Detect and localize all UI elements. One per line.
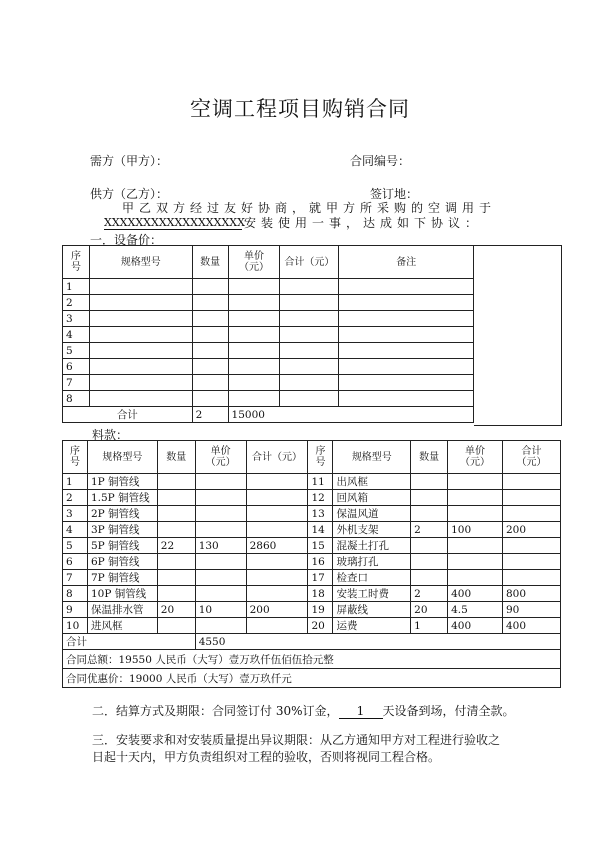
materials-left-qty <box>157 570 195 586</box>
col-unit-price: 单价 （元） <box>228 246 280 279</box>
materials-right-qty: 20 <box>411 602 448 618</box>
materials-left-seq: 8 <box>63 586 88 602</box>
discount-price: 合同优惠价：19000 人民币（大写）壹万玖仟元 <box>63 669 561 688</box>
equipment-row <box>63 279 474 295</box>
materials-right-total <box>503 538 561 554</box>
equipment-row <box>63 391 474 407</box>
materials-right-seq: 13 <box>308 506 333 522</box>
clause-2-text: 二．结算方式及期限：合同签订付 30%订金， <box>92 704 339 718</box>
materials-right-seq: 20 <box>308 618 333 634</box>
materials-right-price <box>448 474 503 490</box>
mat-col-qty: 数量 <box>157 441 195 474</box>
equipment-row <box>63 327 474 343</box>
materials-left-total <box>246 522 308 538</box>
materials-left-qty <box>157 554 195 570</box>
buyer-label: 需方（甲方）： <box>90 154 169 168</box>
materials-right-qty <box>411 554 448 570</box>
equipment-cell <box>228 311 280 327</box>
col-seq: 序号 <box>63 246 90 279</box>
materials-row <box>63 522 561 538</box>
clause-2 <box>92 702 515 719</box>
materials-right-price <box>448 570 503 586</box>
materials-left-total <box>246 490 308 506</box>
equipment-cell <box>89 311 192 327</box>
materials-right-qty <box>411 490 448 506</box>
materials-row <box>63 554 561 570</box>
equipment-cell <box>280 375 339 391</box>
contract-no-label: 合同编号： <box>350 154 411 168</box>
materials-right-name: 外机支架 <box>333 522 411 538</box>
materials-total-label: 合计 <box>63 634 196 650</box>
materials-left-price <box>195 506 246 522</box>
equipment-cell <box>280 343 339 359</box>
materials-right-total: 800 <box>503 586 561 602</box>
mat-col-seq-right: 序号 <box>308 441 333 474</box>
equipment-cell <box>192 311 228 327</box>
clause-2-days: 1 <box>339 704 383 719</box>
intro-project: XXXXXXXXXXXXXXXXXX <box>104 216 245 229</box>
materials-left-name: 1P 铜管线 <box>87 474 157 490</box>
equipment-table <box>62 245 474 423</box>
materials-left-name: 3P 铜管线 <box>87 522 157 538</box>
equipment-row <box>63 359 474 375</box>
equipment-cell <box>228 343 280 359</box>
materials-right-name: 运费 <box>333 618 411 634</box>
mat-col-total: 合计（元） <box>246 441 308 474</box>
materials-right-qty: 2 <box>411 522 448 538</box>
equipment-section-title: 一．设备价： <box>90 233 163 247</box>
equipment-cell <box>192 391 228 407</box>
equipment-cell <box>339 359 474 375</box>
equipment-cell <box>339 343 474 359</box>
equipment-side-block <box>474 245 562 426</box>
equipment-cell <box>280 327 339 343</box>
materials-right-price <box>448 538 503 554</box>
equipment-cell <box>192 327 228 343</box>
equipment-cell <box>192 375 228 391</box>
mat-col-unit-price: 单价 （元） <box>195 441 246 474</box>
materials-total-amount: 4550 <box>195 634 560 650</box>
materials-section-title: 料款： <box>92 428 129 442</box>
materials-left-qty <box>157 490 195 506</box>
materials-right-name: 出风框 <box>333 474 411 490</box>
equipment-cell <box>339 391 474 407</box>
materials-left-name: 5P 铜管线 <box>87 538 157 554</box>
mat-col-total-right: 合计 （元） <box>503 441 561 474</box>
mat-col-unit-price-right: 单价 （元） <box>448 441 503 474</box>
materials-left-total: 200 <box>246 602 308 618</box>
materials-left-total <box>246 554 308 570</box>
materials-row <box>63 490 561 506</box>
mat-col-model-right: 规格型号 <box>333 441 411 474</box>
materials-right-price <box>448 490 503 506</box>
equipment-row-seq: 2 <box>63 295 90 311</box>
materials-left-qty <box>157 474 195 490</box>
materials-left-price: 10 <box>195 602 246 618</box>
materials-table <box>62 440 561 688</box>
materials-right-name: 屏蔽线 <box>333 602 411 618</box>
equipment-row-seq: 3 <box>63 311 90 327</box>
equipment-cell <box>280 279 339 295</box>
materials-right-total: 200 <box>503 522 561 538</box>
materials-right-name: 安装工时费 <box>333 586 411 602</box>
materials-right-price: 100 <box>448 522 503 538</box>
equipment-row <box>63 295 474 311</box>
equipment-cell <box>228 391 280 407</box>
materials-left-qty <box>157 522 195 538</box>
materials-left-price <box>195 586 246 602</box>
equipment-cell <box>192 279 228 295</box>
materials-right-qty: 1 <box>411 618 448 634</box>
equipment-row <box>63 375 474 391</box>
equipment-cell <box>89 343 192 359</box>
materials-left-qty <box>157 618 195 634</box>
materials-right-total: 400 <box>503 618 561 634</box>
materials-left-price <box>195 474 246 490</box>
materials-left-total <box>246 474 308 490</box>
materials-right-seq: 18 <box>308 586 333 602</box>
materials-left-seq: 4 <box>63 522 88 538</box>
materials-left-name: 2P 铜管线 <box>87 506 157 522</box>
materials-left-price <box>195 554 246 570</box>
equipment-cell <box>89 279 192 295</box>
materials-left-price <box>195 490 246 506</box>
materials-right-name: 检查口 <box>333 570 411 586</box>
materials-right-seq: 15 <box>308 538 333 554</box>
materials-left-total: 2860 <box>246 538 308 554</box>
materials-left-price: 130 <box>195 538 246 554</box>
materials-right-seq: 11 <box>308 474 333 490</box>
equipment-cell <box>280 391 339 407</box>
materials-row <box>63 586 561 602</box>
materials-right-qty <box>411 538 448 554</box>
materials-right-seq: 12 <box>308 490 333 506</box>
equipment-cell <box>228 295 280 311</box>
equipment-total-label: 合计 <box>63 407 193 423</box>
materials-right-price <box>448 554 503 570</box>
materials-left-total <box>246 618 308 634</box>
mat-col-model: 规格型号 <box>87 441 157 474</box>
equipment-cell <box>89 295 192 311</box>
equipment-total-qty: 2 <box>192 407 228 423</box>
materials-left-seq: 7 <box>63 570 88 586</box>
equipment-cell <box>280 295 339 311</box>
clause-2-text-end: 天设备到场，付清全款。 <box>382 704 515 718</box>
equipment-cell <box>280 359 339 375</box>
materials-right-price: 400 <box>448 618 503 634</box>
materials-right-name: 保温风道 <box>333 506 411 522</box>
equipment-cell <box>339 311 474 327</box>
materials-right-qty <box>411 474 448 490</box>
materials-right-price: 4.5 <box>448 602 503 618</box>
materials-left-seq: 1 <box>63 474 88 490</box>
materials-row <box>63 538 561 554</box>
equipment-total-amount: 15000 <box>228 407 473 423</box>
equipment-cell <box>89 391 192 407</box>
seller-label: 供方（乙方）： <box>90 187 169 201</box>
materials-right-name: 回风箱 <box>333 490 411 506</box>
equipment-cell <box>339 295 474 311</box>
materials-right-total <box>503 506 561 522</box>
materials-left-total <box>246 506 308 522</box>
equipment-cell <box>228 359 280 375</box>
equipment-cell <box>339 327 474 343</box>
materials-right-seq: 19 <box>308 602 333 618</box>
materials-right-qty: 2 <box>411 586 448 602</box>
materials-left-qty: 20 <box>157 602 195 618</box>
equipment-row-seq: 1 <box>63 279 90 295</box>
equipment-cell <box>192 343 228 359</box>
equipment-row-seq: 6 <box>63 359 90 375</box>
equipment-cell <box>89 359 192 375</box>
materials-left-name: 保温排水管 <box>87 602 157 618</box>
equipment-row-seq: 8 <box>63 391 90 407</box>
materials-left-seq: 3 <box>63 506 88 522</box>
equipment-cell <box>228 375 280 391</box>
materials-left-seq: 9 <box>63 602 88 618</box>
materials-left-total <box>246 570 308 586</box>
materials-right-seq: 17 <box>308 570 333 586</box>
materials-right-total <box>503 490 561 506</box>
clause-3-line-1: 三．安装要求和对安装质量提出异议期限：从乙方通知甲方对工程进行验收之 <box>92 733 501 747</box>
materials-right-total <box>503 474 561 490</box>
materials-left-name: 6P 铜管线 <box>87 554 157 570</box>
materials-row <box>63 602 561 618</box>
equipment-cell <box>280 311 339 327</box>
intro-line-1: 甲乙双方经过友好协商，就甲方所采购的空调用于 <box>122 201 497 215</box>
materials-right-total <box>503 570 561 586</box>
materials-left-seq: 6 <box>63 554 88 570</box>
materials-right-price <box>448 506 503 522</box>
materials-right-name: 玻璃打孔 <box>333 554 411 570</box>
materials-left-price <box>195 570 246 586</box>
materials-left-seq: 2 <box>63 490 88 506</box>
equipment-cell <box>89 327 192 343</box>
equipment-row-seq: 5 <box>63 343 90 359</box>
materials-left-qty <box>157 506 195 522</box>
equipment-cell <box>228 327 280 343</box>
materials-right-seq: 14 <box>308 522 333 538</box>
materials-left-qty: 22 <box>157 538 195 554</box>
materials-right-price: 400 <box>448 586 503 602</box>
materials-row <box>63 570 561 586</box>
equipment-cell <box>89 375 192 391</box>
materials-row <box>63 474 561 490</box>
equipment-cell <box>339 375 474 391</box>
mat-col-qty-right: 数量 <box>411 441 448 474</box>
materials-left-name: 10P 铜管线 <box>87 586 157 602</box>
equipment-cell <box>192 295 228 311</box>
grand-total: 合同总额：19550 人民币（大写）壹万玖仟伍佰伍拾元整 <box>63 650 561 669</box>
page-title: 空调工程项目购销合同 <box>190 97 410 121</box>
materials-right-qty <box>411 506 448 522</box>
materials-right-name: 混凝土打孔 <box>333 538 411 554</box>
clause-3-line-2: 日起十天内，甲方负责组织对工程的验收，否则将视同工程合格。 <box>92 750 441 764</box>
materials-left-seq: 10 <box>63 618 88 634</box>
materials-right-total: 90 <box>503 602 561 618</box>
col-remark: 备注 <box>339 246 474 279</box>
materials-left-seq: 5 <box>63 538 88 554</box>
materials-left-qty <box>157 586 195 602</box>
sign-place-label: 签订地： <box>370 187 419 201</box>
materials-right-total <box>503 554 561 570</box>
col-total: 合计（元） <box>280 246 339 279</box>
materials-right-qty <box>411 570 448 586</box>
equipment-cell <box>228 279 280 295</box>
col-qty: 数量 <box>192 246 228 279</box>
materials-left-name: 进风框 <box>87 618 157 634</box>
equipment-cell <box>339 279 474 295</box>
equipment-row <box>63 343 474 359</box>
materials-left-name: 7P 铜管线 <box>87 570 157 586</box>
materials-left-total <box>246 586 308 602</box>
col-model: 规格型号 <box>89 246 192 279</box>
materials-row <box>63 618 561 634</box>
mat-col-seq: 序号 <box>63 441 88 474</box>
equipment-cell <box>192 359 228 375</box>
equipment-row-seq: 4 <box>63 327 90 343</box>
materials-right-seq: 16 <box>308 554 333 570</box>
materials-row <box>63 506 561 522</box>
materials-left-name: 1.5P 铜管线 <box>87 490 157 506</box>
materials-left-price <box>195 618 246 634</box>
equipment-row <box>63 311 474 327</box>
intro-line-2: 安装使用一事，达成如下协议： <box>244 216 483 230</box>
materials-left-price <box>195 522 246 538</box>
equipment-row-seq: 7 <box>63 375 90 391</box>
